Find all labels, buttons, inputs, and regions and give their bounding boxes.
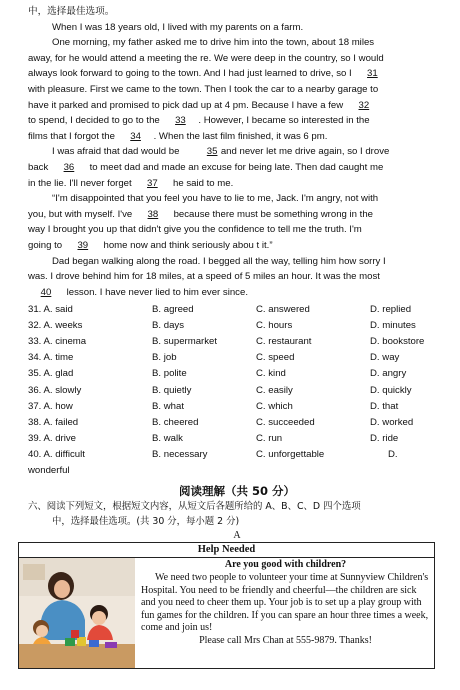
passage-line	[28, 98, 446, 114]
option-c: C. restaurant	[256, 335, 312, 347]
teacher-children-photo	[19, 558, 135, 668]
passage-line	[28, 285, 446, 301]
option-c: C. speed	[256, 352, 295, 364]
option-wrap	[28, 463, 446, 479]
option-a: 32. A. weeks	[28, 319, 83, 331]
passage-line	[28, 129, 446, 145]
option-row	[28, 301, 446, 317]
blank-31: 31	[367, 68, 378, 80]
passage-text: have it parked and promised to pick dad up at 4 pm. Because I have a few	[28, 99, 344, 111]
ad-question: Are you good with children?	[224, 559, 347, 571]
blank-33: 33	[175, 115, 186, 127]
option-b: B. supermarket	[152, 335, 218, 347]
cloze-instruction-tail: 中，选择最佳选项。	[28, 6, 115, 17]
passage-line: “I'm disappointed that you feel you have to lie to me, Jack. I'm angry, not with	[52, 193, 379, 205]
option-c: C. hours	[256, 319, 293, 331]
option-a: 36. A. slowly	[28, 384, 82, 396]
option-a: 39. A. drive	[28, 433, 76, 445]
blank-40: 40	[40, 286, 52, 298]
passage-line	[28, 238, 446, 254]
option-d: D. ride	[370, 433, 399, 445]
option-row	[28, 431, 446, 447]
option-a: 34. A. time	[28, 352, 74, 364]
ad-body	[19, 558, 434, 668]
passage-line	[28, 160, 446, 176]
ad-contact: Please call Mrs Chan at 555-9879. Thanks!	[199, 634, 372, 646]
passage-text: he said to me.	[173, 177, 234, 189]
option-b: B. days	[152, 319, 184, 331]
option-row	[28, 317, 446, 333]
option-c: C. which	[256, 400, 293, 412]
option-b: B. walk	[152, 433, 183, 445]
passage-text: always look forward to going to the town. And I had just learned to drive, so I	[28, 68, 352, 80]
passage-text: in the lie. I'll never forget	[28, 177, 132, 189]
option-b: B. agreed	[152, 303, 194, 315]
passage-line: was. I drove behind him for 18 miles, at a speed of 5 miles an hour. It was the most	[28, 271, 380, 283]
option-row	[28, 366, 446, 382]
option-c: C. unforgettable	[256, 449, 325, 461]
option-d: D. way	[370, 352, 400, 364]
passage-text: because there must be something wrong in the	[173, 208, 374, 220]
passage-text: home now and think seriously abou t it.”	[103, 239, 273, 251]
option-d: D.	[388, 449, 398, 461]
option-row	[28, 334, 446, 350]
passage-text: going to	[28, 239, 63, 251]
passage-line: with pleasure. First we came to the town. Then I took the car to a nearby garage to	[28, 83, 379, 95]
blank-37: 37	[147, 177, 158, 189]
option-b: B. polite	[152, 368, 187, 380]
option-c: C. answered	[256, 303, 310, 315]
passage-line	[28, 66, 446, 82]
option-d: D. replied	[370, 303, 412, 315]
option-c: C. easily	[256, 384, 293, 396]
option-a: 31. A. said	[28, 303, 73, 315]
ad-text	[135, 558, 434, 668]
option-b: B. what	[152, 400, 184, 412]
passage-text: to spend, I decided to go to the	[28, 115, 160, 127]
passage-line: When I was 18 years old, I lived with my parents on a farm.	[52, 21, 304, 33]
option-b: B. necessary	[152, 449, 208, 461]
option-d: D. quickly	[370, 384, 412, 396]
passage-text: to meet dad and made an excuse for being late. Then dad caught me	[89, 161, 384, 173]
option-b: B. cheered	[152, 416, 199, 428]
passage-text: you, but with myself. I've	[28, 208, 133, 220]
option-d: D. that	[370, 400, 399, 412]
passage-text: films that I forgot the	[28, 130, 115, 142]
passage-text: lesson. I have never lied to him ever since.	[66, 286, 248, 298]
option-d-continued: wonderful	[28, 465, 70, 477]
option-d: D. worked	[370, 416, 414, 428]
blank-34: 34	[130, 130, 141, 142]
instruction-line: 中，选择最佳选项。(共 30 分，每小题 2 分)	[52, 516, 240, 528]
option-d: D. minutes	[370, 319, 416, 331]
option-c: C. kind	[256, 368, 286, 380]
blank-36: 36	[63, 161, 75, 173]
option-row	[28, 415, 446, 431]
blank-32: 32	[358, 99, 370, 111]
blank-39: 39	[77, 239, 89, 251]
photo-illustration	[19, 558, 135, 668]
passage-text: . When the last film finished, it was 6 pm.	[153, 130, 328, 142]
help-needed-ad	[18, 542, 435, 669]
option-d: D. bookstore	[370, 335, 425, 347]
passage-line: One morning, my father asked me to drive him into the town, about 18 miles	[52, 37, 375, 49]
option-row	[28, 382, 446, 398]
answer-options	[28, 301, 446, 479]
option-a: 33. A. cinema	[28, 335, 87, 347]
ad-header: Help Needed	[19, 543, 434, 558]
option-a: 37. A. how	[28, 400, 73, 412]
option-row	[28, 398, 446, 414]
option-a: 35. A. glad	[28, 368, 74, 380]
passage-line	[28, 207, 446, 223]
passage-line: way I brought you up that didn't give you the confidence to tell me the truth. I'm	[28, 224, 362, 236]
section-title: 阅读理解（共 50 分）	[178, 484, 295, 499]
passage-text: I was afraid that dad would be	[52, 146, 180, 158]
instruction-line: 六、阅读下列短文，根据短文内容，从短文后各题所给的 A、B、C、D 四个选项	[28, 501, 361, 513]
option-d: D. angry	[370, 368, 407, 380]
option-c: C. succeeded	[256, 416, 315, 428]
passage-text: and never let me drive again, so I drove	[220, 146, 390, 158]
option-b: B. job	[152, 352, 177, 364]
blank-38: 38	[147, 208, 159, 220]
option-row	[28, 350, 446, 366]
option-a: 38. A. failed	[28, 416, 79, 428]
passage-label: A	[233, 530, 241, 542]
passage-line: Dad began walking along the road. I begged all the way, telling him how sorry I	[52, 255, 386, 267]
ad-paragraph: We need two people to volunteer your time at Sunnyview Children's Hospital. You need to be friendly and cheerful—the children are sick and you need to cheer them up. Your job is to set up a play group with fun games for the children. If you can spare an hour three times a week, come and join us!	[141, 571, 429, 634]
option-row	[28, 447, 446, 463]
reading-instruction	[28, 499, 446, 529]
passage-text: back	[28, 161, 49, 173]
option-b: B. quietly	[152, 384, 192, 396]
passage-line: away, for he would attend a meeting the re. We were deep in the country, so I would	[28, 52, 384, 64]
passage-text: . However, I became so interested in the	[198, 115, 370, 127]
blank-35: 35	[206, 146, 218, 158]
option-a: 40. A. difficult	[28, 449, 85, 461]
passage-line	[28, 176, 446, 192]
option-c: C. run	[256, 433, 283, 445]
cloze-passage	[28, 20, 446, 301]
passage-line	[28, 113, 446, 129]
passage-line	[28, 144, 446, 160]
